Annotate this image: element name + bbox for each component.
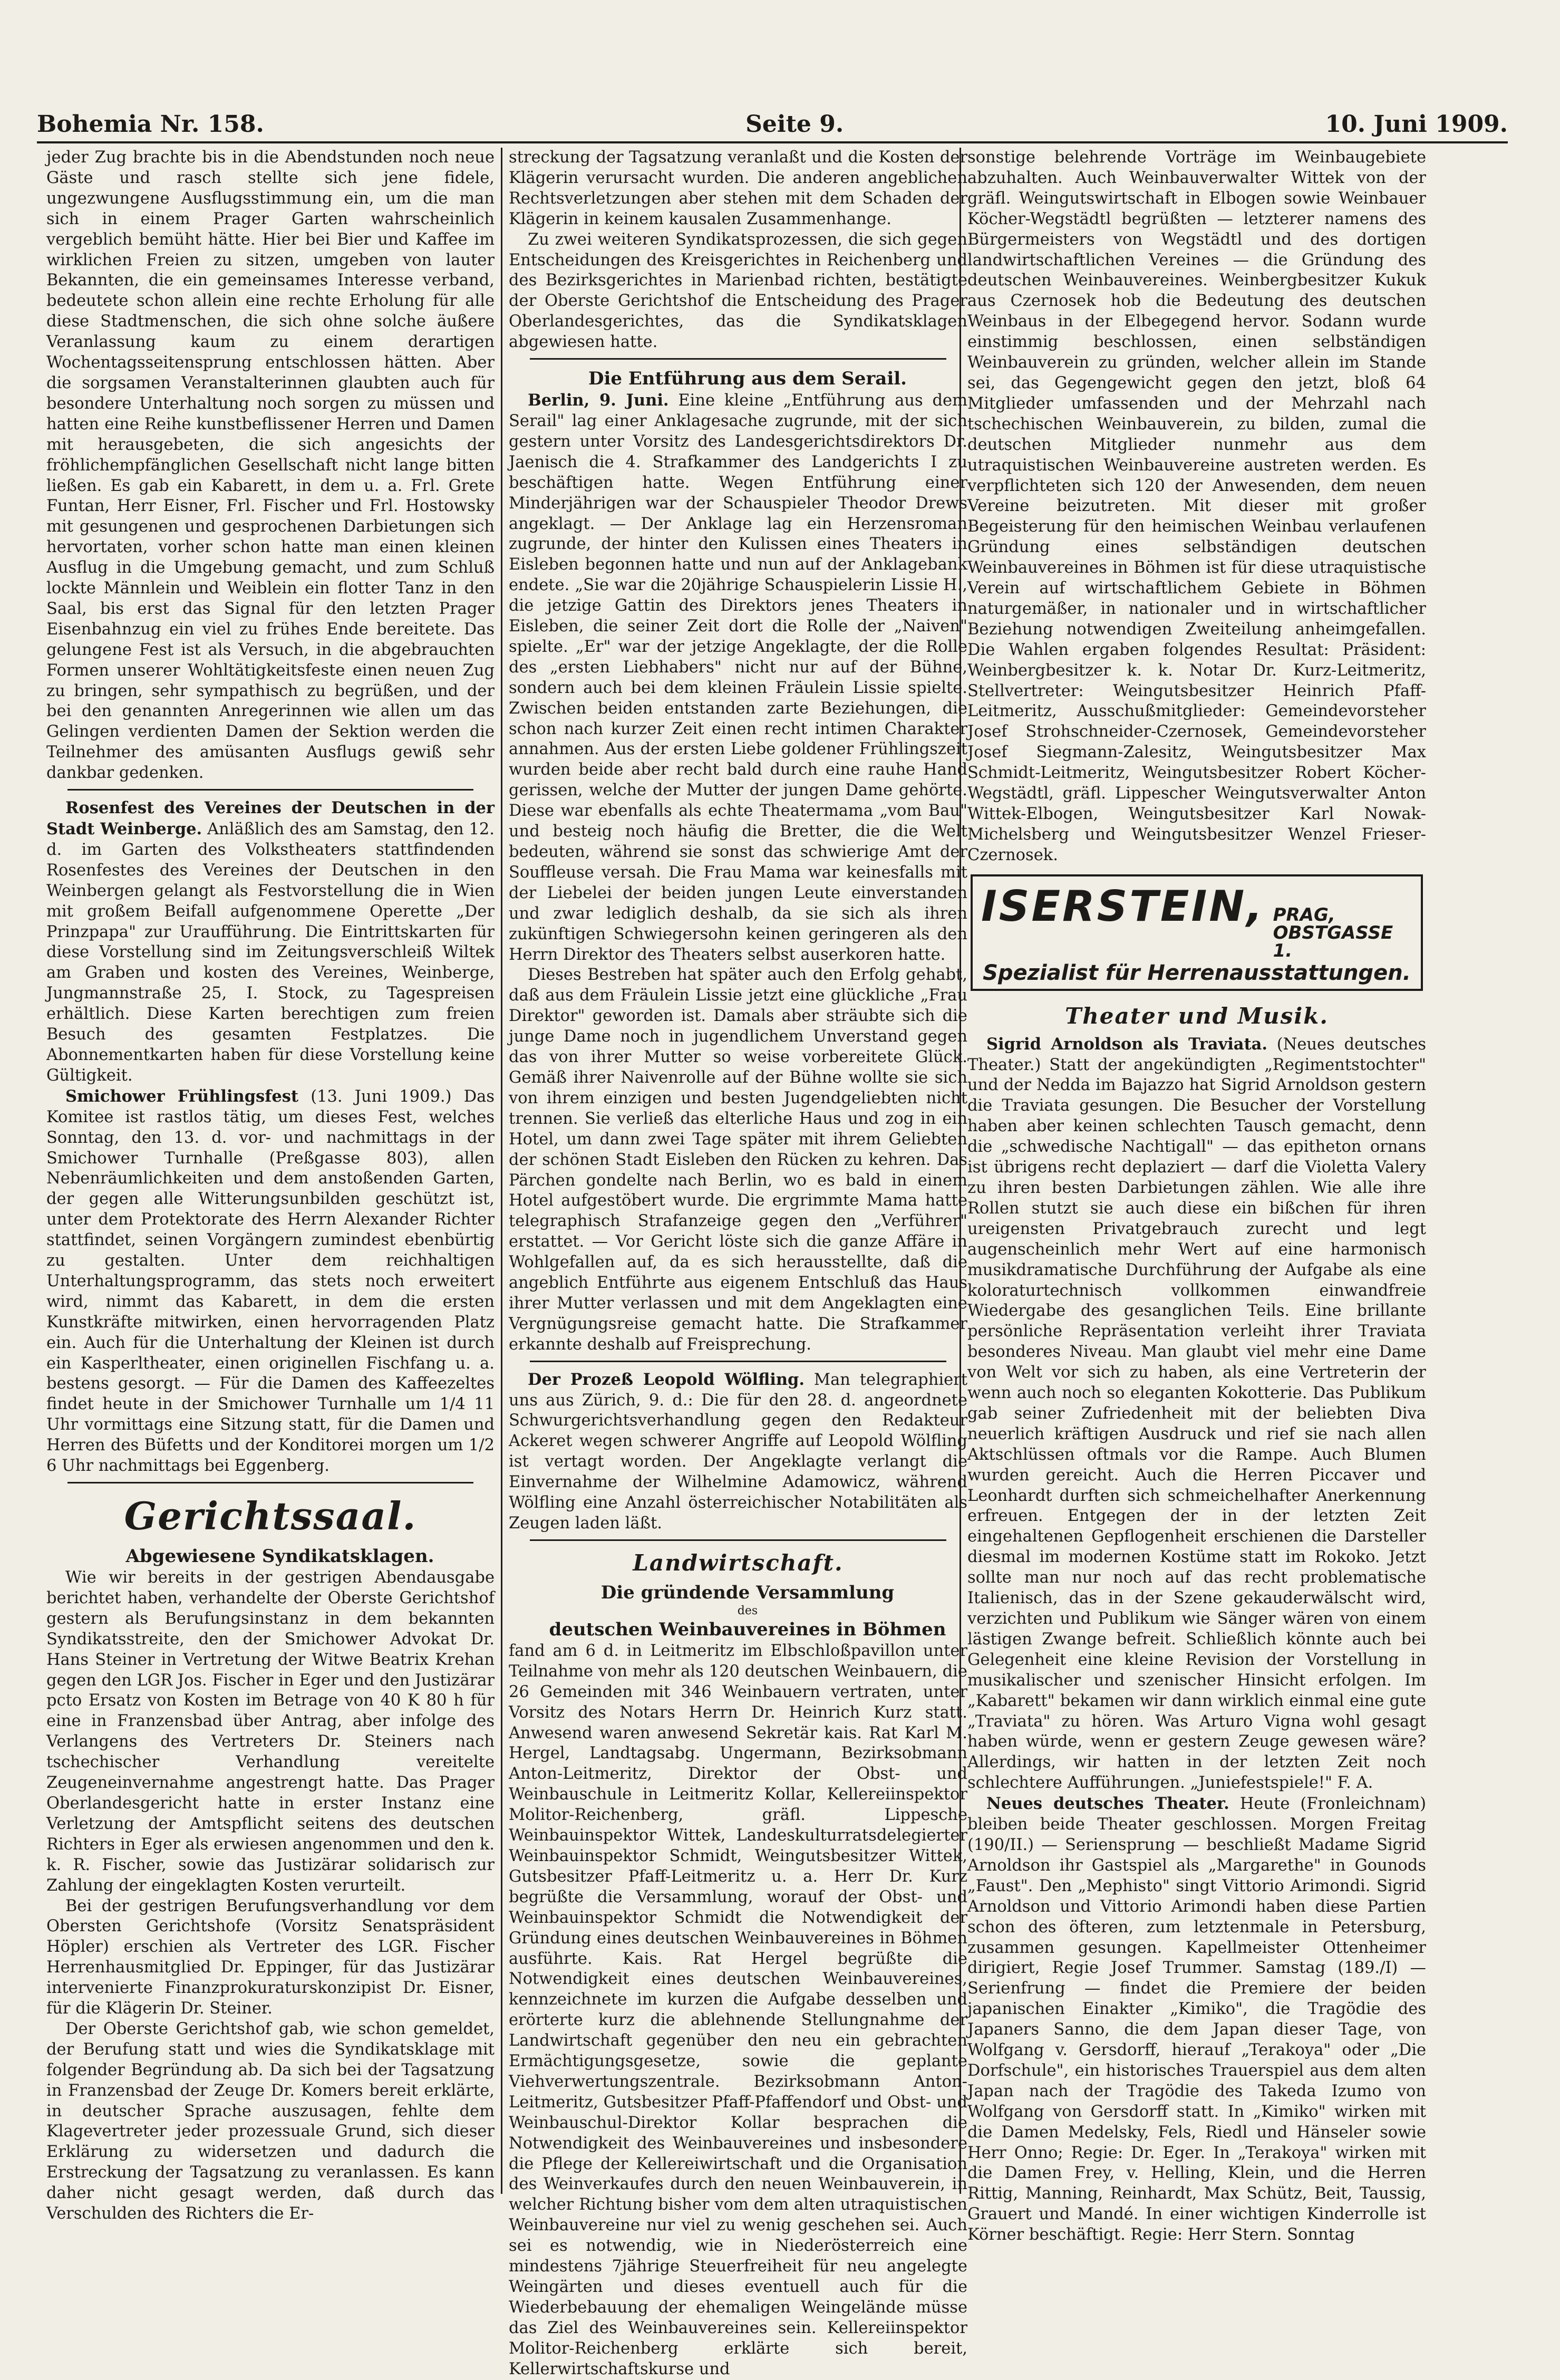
column-left <box>46 148 495 2223</box>
article-divider <box>530 1539 946 1541</box>
article-divider <box>530 1361 946 1362</box>
article-headline: Smichower Frühlingsfest <box>65 1086 298 1106</box>
section-title: Gerichtssaal. <box>124 1493 417 1538</box>
article-paragraph: Der Oberste Gerichtshof gab, wie schon gemeldet, der Berufung statt und wies die Syndikatsklage mit folgender Begründung ab. Da sich bei der Tagsatzung in Franzensbad der Zeuge Dr. Komers bereit erklärte, in deutscher Sprache auszusagen, fehlte dem Klagevertreter jeder prozessuale Grund, sich dieser Erklärung zu widersetzen und dadurch die Erstreckung der Tagsatzung zu veranlassen. Es kann daher nicht gesagt werden, daß durch das Verschulden des Richters die Er- <box>46 2019 495 2223</box>
article-paragraph: Bei der gestrigen Berufungsverhandlung vor dem Obersten Gerichtshofe (Vorsitz Senatspräsident Höpler) erschien als Vertreter des LGR. Fischer Herrenhausmitglied Dr. Eppinger, für das Justizärar intervenierte Finanzprokuraturskonzipist Dr. Eisner, für die Klägerin Dr. Steiner. <box>46 1896 495 2018</box>
page-header <box>37 105 1508 142</box>
page-number: Seite 9. <box>745 110 844 138</box>
article-divider <box>67 1482 473 1483</box>
column-middle <box>509 148 967 2378</box>
article-paragraph: Sigrid Arnoldson als Traviata. (Neues deutsches Theater.) Statt der angekündigten „Regimentstochter" und der Nedda im Bajazzo hat Sigrid Arnoldson gestern die Traviata gesungen. Die Besucher der Vorstellung haben aber keinen schlechten Tausch gemacht, denn die „schwedische Nachtigall" — das epitheton ornans ist übrigens recht deplaziert — darf die Violetta Valery zu ihren besten Darbietungen zählen. Wie alle ihre Rollen stutzt sie auch diese ein bißchen für ihren ureigensten Privatgebrauch zurecht und legt augenscheinlich mehr Wert auf eine harmonisch musikdramatische Durchführung der Aufgabe als eine koloraturtechnisch vollkommen einwandfreie Wiedergabe des gesanglichen Teils. Eine brillante persönliche Repräsentation verleiht ihrer Traviata besonderes Niveau. Man glaubt viel mehr eine Dame von Welt vor sich zu haben, als eine Vertreterin der wenn auch noch so eleganten Kokotterie. Das Publikum gab seiner Zufriedenheit mit der beliebten Diva neuerlich kräftigen Ausdruck und rief sie nach allen Aktschlüssen oftmals vor die Rampe. Auch Blumen wurden gereicht. Auch die Herren Piccaver und Leonhardt durften sich schmeichelhafter Anerkennung erfreuen. Entgegen der in der letzten Zeit eingehaltenen Gepflogenheit erschienen die Darsteller diesmal im modernen Kostüme statt im Rokoko. Jetzt sollte man nur noch auf das recht problematische Italienisch, das in der Szene gekauderwälscht wird, verzichten und Publikum wie Sänger wären von einem lästigen Zwange befreit. Schließlich könnte auch bei Gelegenheit eine kleine Revision der Vorstellung in musikalischer und szenischer Hinsicht erfolgen. Im „Kabarett" bekamen wir dann wirklich einmal eine gute „Traviata" zu hören. Was Arturo Vigna wohl gesagt haben würde, wenn er gestern Zeuge gewesen wäre? Allerdings, wir hatten in der letzten Zeit noch schlechtere Aufführungen. „Juniefestspiele!" F. A. <box>967 1034 1426 1793</box>
article-headline: Die gründende Versammlung <box>600 1582 895 1603</box>
ad-brand: ISERSTEIN, <box>981 881 1265 931</box>
article-headline: Abgewiesene Syndikatsklagen. <box>125 1546 434 1567</box>
column-right <box>967 148 1426 2244</box>
article-paragraph: Rosenfest des Vereines der Deutschen in der Stadt Weinberge. Anläßlich des am Samstag, den 12. d. im Garten des Volkstheaters stattfindenden Rosenfestes des Vereines der Deutschen in den Weinbergen gelangt als Festvorstellung die in Wien mit großem Beifall aufgenommene Operette „Der Prinzpapa" zur Uraufführung. Die Eintrittskarten für diese Vorstellung sind im Zeitungsverschleiß Wiltek am Graben und kosten des Vereines, Weinberge, Jungmannstraße 25, I. Stock, zu Tagespreisen erhältlich. Diese Karten berechtigen zum freien Besuch des gesamten Festplatzes. Die Abonnementkarten haben für diese Vorstellung keine Gültigkeit. <box>46 798 495 1085</box>
article-headline: Die Entführung aus dem Serail. <box>588 368 907 390</box>
article-paragraph: Der Prozeß Leopold Wölfling. Man telegraphiert uns aus Zürich, 9. d.: Die für den 28. d. angeordnete Schwurgerichtsverhandlung gegen den Redakteur Ackeret wegen schwerer Angriffe auf Leopold Wölfling ist vertagt worden. Der Angeklagte verlangt die Einvernahme der Wilhelmine Adamowicz, während Wölfling eine Anzahl österreichischer Notabilitäten als Zeugen laden läßt. <box>509 1370 967 1533</box>
article-headline: Rosenfest des Vereines der Deutschen in der Stadt Weinberge. <box>46 798 495 839</box>
article-headline: Der Prozeß Leopold Wölfling. <box>528 1370 805 1389</box>
section-title: Theater und Musik. <box>1064 1003 1329 1029</box>
article-paragraph: sonstige belehrende Vorträge im Weinbaugebiete abzuhalten. Auch Weinbauverwalter Wittek von der gräfl. Weingutswirtschaft in Elbogen sowie Weinbauer Köcher-Wegstädtl begrüßten — letzterer namens des Bürgermeisters von Wegstädtl und des dortigen landwirtschaftlichen Vereines — die Gründung des deutschen Weinbauvereines. Weinbergbesitzer Kukuk aus Czernosek hob die Bedeutung des deutschen Weinbaus in der Elbegegend hervor. Sodann wurde einstimmig beschlossen, einen selbständigen Weinbauverein zu gründen, welcher allein im Stande sei, das Gegengewicht gegen den jetzt, bloß 64 Mitglieder umfassenden und der Mehrzahl nach tschechischen Weinbauverein, zu bilden, zumal die deutschen Mitglieder nunmehr aus dem utraquistischen Weinbauvereine austreten werden. Es verpflichteten sich 120 der Anwesenden, dem neuen Vereine beizutreten. Mit dieser mit großer Begeisterung für den heimischen Weinbau verlaufenen Gründung eines selbständigen deutschen Weinbauvereines in Böhmen ist für diese utraquistische Verein auf wirtschaftlichem Gebiete in Böhmen naturgemäßer, in nationaler und in wirtschaftlicher Beziehung notwendigen Zweiteilung anheimgefallen. Die Wahlen ergaben folgendes Resultat: Präsident: Weinbergbesitzer k. k. Notar Dr. Kurz-Leitmeritz, Stellvertreter: Weingutsbesitzer Heinrich Pfaff-Leitmeritz, Ausschußmitglieder: Gemeindevorsteher Josef Strohschneider-Czernosek, Gemeindevorsteher Josef Siegmann-Zalesitz, Weingutsbesitzer Max Schmidt-Leitmeritz, Weingutsbesitzer Robert Köcher-Wegstädtl, gräfl. Lippescher Weingutsverwalter Anton Wittek-Elbogen, Weingutsbesitzer Karl Nowak-Michelsberg und Weingutsbesitzer Wenzel Frieser-Czernosek. <box>967 148 1426 864</box>
article-paragraph: Berlin, 9. Juni. Eine kleine „Entführung aus dem Serail" lag einer Anklagesache zugrunde, mit der sich gestern unter Vorsitz des Landesgerichtsdirektors Dr. Jaenisch die 4. Strafkammer des Landgerichts I zu beschäftigen hatte. Wegen Entführung einer Minderjährigen war der Schauspieler Theodor Drews angeklagt. — Der Anklage lag ein Herzensroman zugrunde, der hinter den Kulissen eines Theaters in Eisleben begonnen hatte und nun auf der Anklagebank endete. „Sie war die 20jährige Schauspielerin Lissie H., die jetzige Gattin des Direktors jenes Theaters in Eisleben, die seiner Zeit dort die Rolle der „Naiven" spielte. „Er" war der jetzige Angeklagte, der die Rolle des „ersten Liebhabers" nicht nur auf der Bühne, sondern auch bei dem kleinen Fräulein Lissie spielte. Zwischen beiden entstanden zarte Beziehungen, die schon nach kurzer Zeit einen recht intimen Charakter annahmen. Aus der ersten Liebe goldener Frühlingszeit wurden beide aber recht bald durch eine rauhe Hand gerissen, welche der Mutter der jungen Dame gehörte. Diese war ebenfalls als echte Theatermama „vom Bau" und besteig noch häufig die Bretter, die die Welt bedeuten, während sie sonst das schwierige Amt der Souffleuse versah. Die Frau Mama war keinesfalls mit der Liebelei der beiden jungen Leute einverstanden und zwar lediglich deshalb, da sie sich als ihren zukünftigen Schwiegersohn keinen geringeren als den Herrn Direktor des Theaters selbst auserkoren hatte. <box>509 391 967 964</box>
article-paragraph: jeder Zug brachte bis in die Abendstunden noch neue Gäste und rasch stellte sich jene fidele, ungezwungene Ausflugsstimmung ein, um die man sich in einem Prager Garten wahrscheinlich vergeblich bemüht hätte. Hier bei Bier und Kaffee im wirklichen Freien zu sitzen, umgeben von lauter Bekannten, die ein gemeinsames Interesse verband, bedeutete schon allein eine rechte Erholung für alle diese Stadtmenschen, die sich ohne solche äußere Veranlassung kaum zu einem derartigen Wochentagsseitensprung entschlossen hätten. Aber die sorgsamen Veranstalterinnen glaubten auch für besondere Unterhaltung noch sorgen zu müssen und hatten eine Reihe kunstbeflissener Herren und Damen mit herausgebeten, die sich angesichts der fröhlichempfänglichen Gesellschaft nicht lange bitten ließen. Es gab ein Kabarett, in dem u. a. Frl. Grete Funtan, Herr Eisner, Frl. Fischer und Frl. Hostowsky mit gesungenen und gesprochenen Darbietungen sich hervortaten, vorher schon hatte man einen kleinen Ausflug in die Umgebung gemacht, und zum Schluß lockte Männlein und Weiblein ein flotter Tanz in den Saal, bis erst das Signal für den letzten Prager Eisenbahnzug ein viel zu frühes Ende bereitete. Das gelungene Fest ist als Versuch, in die abgebrauchten Formen unserer Wohltätigkeitsfeste einen neuen Zug zu bringen, sehr sympathisch zu begrüßen, und der bei den genannten Anregerinnen wie allen um das Gelingen verdienten Damen der Sektion werden die Teilnehmer des amüsanten Ausflugs gewiß sehr dankbar gedenken. <box>46 148 495 783</box>
article-paragraph: Zu zwei weiteren Syndikatsprozessen, die sich gegen Entscheidungen des Kreisgerichtes in Reichenberg und des Bezirksgerichtes in Marienbad richten, bestätigte der Oberste Gerichtshof die Entscheidung des Prager Oberlandesgerichtes, das die Syndikatsklagen abgewiesen hatte. <box>509 230 967 352</box>
article-paragraph: fand am 6 d. in Leitmeritz im Elbschloßpavillon unter Teilnahme von mehr als 120 deutschen Weinbauern, die 26 Gemeinden mit 346 Weinbauern vertraten, unter Vorsitz des Notars Herrn Dr. Heinrich Kurz statt. Anwesend waren anwesend Sekretär kais. Rat Karl M. Hergel, Landtagsabg. Ungermann, Bezirksobmann Anton-Leitmeritz, Direktor der Obst- und Weinbauschule in Leitmeritz Kollar, Kellereiinspektor Molitor-Reichenberg, gräfl. Lippesche Weinbauinspektor Wittek, Landeskulturratsdelegierter Weinbauinspektor Schmidt, Weingutsbesitzer Wittek, Gutsbesitzer Pfaff-Leitmeritz u. a. Herr Dr. Kurz begrüßte die Versammlung, worauf der Obst- und Weinbauinspektor Schmidt die Notwendigkeit der Gründung eines deutschen Weinbauvereines in Böhmen ausführte. Kais. Rat Hergel begrüßte die Notwendigkeit eines deutschen Weinbauvereines, kennzeichnete im kurzen die Aufgabe desselben und erörterte kurz die ablehnende Stellungnahme der Landwirtschaft gegenüber den neu ein gebrachten Ermächtigungsgesetze, sowie die geplante Viehverwertungszentrale. Bezirksobmann Anton-Leitmeritz, Gutsbesitzer Pfaff-Pfaffendorf und Obst- und Weinbauschul-Direktor Kollar besprachen die Notwendigkeit des Weinbauvereines und insbesondere die Pflege der Kellereiwirtschaft und die Organisation des Weinverkaufes durch den neuen Weinbauverein, in welcher Richtung bisher vom dem alten utraquistischen Weinbauvereine nur viel zu wenig geschehen sei. Auch sei es notwendig, wie in Niederösterreich eine mindestens 7jährige Steuerfreiheit für neu angelegte Weingärten und dieses eventuell auch für die Wiederbebauung der ehemaligen Weingelände müsse das Ziel des Weinbauvereines sein. Kellereiinspektor Molitor-Reichenberg erklärte sich bereit, Kellerwirtschaftskurse und <box>509 1641 967 2378</box>
advertisement <box>971 874 1423 991</box>
article-divider <box>67 789 473 791</box>
article-paragraph: Smichower Frühlingsfest (13. Juni 1909.) Das Komitee ist rastlos tätig, um dieses Fest, welches Sonntag, den 13. d. vor- und nachmittags in der Smichower Turnhalle (Preßgasse 803), allen Nebenräumlichkeiten und dem anstoßenden Garten, der gegen alle Witterungsunbilden geschützt ist, unter dem Protektorate des Herrn Alexander Richter stattfindet, seinen Vorgängern zumindest ebenbürtig zu gestalten. Unter dem reichhaltigen Unterhaltungsprogramm, das stets noch erweitert wird, nimmt das Kabarett, in dem die ersten Kunstkräfte mitwirken, einen hervorragenden Platz ein. Auch für die Unterhaltung der Kleinen ist durch ein Kasperltheater, einen originellen Fischfang u. a. bestens gesorgt. — Für die Damen des Kaffeezeltes findet heute in der Smichower Turnhalle um 1/4 11 Uhr vormittags eine Sitzung statt, für die Damen und Herren des Büfetts und der Konditorei morgen um 1/2 6 Uhr nachmittags bei Eggenberg. <box>46 1086 495 1476</box>
article-paragraph: Neues deutsches Theater. Heute (Fronleichnam) bleiben beide Theater geschlossen. Morgen Freitag (190/II.) — Seriensprung — beschließt Madame Sigrid Arnoldson ihr Gastspiel als „Margarethe" in Gounods „Faust". Den „Mephisto" singt Vittorio Arimondi. Sigrid Arnoldson und Vittorio Arimondi haben diese Partien schon des öfteren, zum letztenmale in Petersburg, zusammen gesungen. Kapellmeister Ottenheimer dirigiert, Regie Josef Trummer. Samstag (189./I) — Serienfrung — findet die Premiere der beiden japanischen Einakter „Kimiko", die Tragödie des Japaners Sanno, die dem Japan dieser Tage, von Wolfgang v. Gersdorff, hierauf „Terakoya" oder „Die Dorfschule", ein historisches Trauerspiel aus dem alten Japan nach der Tragödie des Takeda Izumo von Wolfgang von Gersdorff statt. In „Kimiko" wirken mit die Damen Medelsky, Fels, Riedl und Hänseler sowie Herr Onno; Regie: Dr. Eger. In „Terakoya" wirken mit die Damen Frey, v. Helling, Klein, und die Herren Rittig, Manning, Reinhardt, Max Schütz, Beit, Taussig, Grauert und Mandé. In einer wichtigen Kinderrolle ist Körner beschäftigt. Regie: Herr Stern. Sonntag <box>967 1794 1426 2244</box>
article-headline: Sigrid Arnoldson als Traviata. <box>986 1034 1268 1054</box>
article-divider <box>530 358 946 360</box>
column-divider <box>501 148 502 2194</box>
section-title: Landwirtschaft. <box>633 1549 844 1576</box>
header-rule <box>37 141 1508 143</box>
dateline: Berlin, 9. Juni. <box>528 391 669 410</box>
issue-date: 10. Juni 1909. <box>1325 110 1508 138</box>
article-paragraph: Wie wir bereits in der gestrigen Abendausgabe berichtet haben, verhandelte der Oberste Gerichtshof gestern als Berufungsinstanz in dem bekannten Syndikatsstreite, den der Smichower Advokat Dr. Hans Steiner in Vertretung der Witwe Beatrix Krehan gegen den LGR Jos. Fischer in Eger und den Justizärar pcto Ersatz von Kosten im Betrage von 40 K 80 h für eine in Franzensbad über Antrag, aber infolge des Verlangens des Vertreters Dr. Steiners nach tschechischer Verhandlung vereitelte Zeugeneinvernahme angestrengt hatte. Das Prager Oberlandesgericht hatte in erster Instanz eine Verletzung der Amtspflicht seitens des deutschen Richters in Eger als erwiesen angenommen und den k. k. R. Fischer, sowie das Justizärar solidarisch zur Zahlung der eingeklagten Kosten verurteilt. <box>46 1568 495 1895</box>
article-paragraph: Dieses Bestreben hat später auch den Erfolg gehabt, daß aus dem Fräulein Lissie jetzt eine glückliche „Frau Direktor" geworden ist. Damals aber sträubte sich die junge Dame noch in jugendlichem Unverstand gegen das von ihrer Mutter so weise vorbereitete Glück. Gemäß ihrer Naivenrolle auf der Bühne wollte sie sich von ihrem einzigen und besten Jugendgeliebten nicht trennen. Sie verließ das elterliche Haus und zog in ein Hotel, um dann zwei Tage später mit ihrem Geliebten der schönen Stadt Eisleben den Rücken zu kehren. Das Pärchen gondelte nach Berlin, wo es bald in einem Hotel aufgestöbert wurde. Die ergrimmte Mama hatte telegraphisch Strafanzeige gegen den „Verführer" erstattet. — Vor Gericht löste sich die ganze Affäre in Wohlgefallen auf, da es sich herausstellte, daß die angeblich Entführte aus eigenem Entschluß das Haus ihrer Mutter verlassen und mit dem Angeklagten eine Vergnügungsreise gemacht hatte. Die Strafkammer erkannte deshalb auf Freisprechung. <box>509 966 967 1354</box>
issue-label: Bohemia Nr. 158. <box>37 110 264 138</box>
ad-address: PRAG, OBSTGASSE 1. <box>1273 904 1393 961</box>
ad-tagline: Spezialist für Herrenausstattungen. <box>983 960 1411 985</box>
article-headline: deutschen Weinbauvereines in Böhmen <box>549 1618 946 1640</box>
article-paragraph: streckung der Tagsatzung veranlaßt und die Kosten der Klägerin verursacht wurden. Die anderen angeblichen Rechtsverletzungen aber stehen mit dem Schaden der Klägerin in keinem kausalen Zusammenhange. <box>509 148 967 228</box>
headline-connector: des <box>737 1604 758 1617</box>
article-headline: Neues deutsches Theater. <box>986 1794 1229 1814</box>
